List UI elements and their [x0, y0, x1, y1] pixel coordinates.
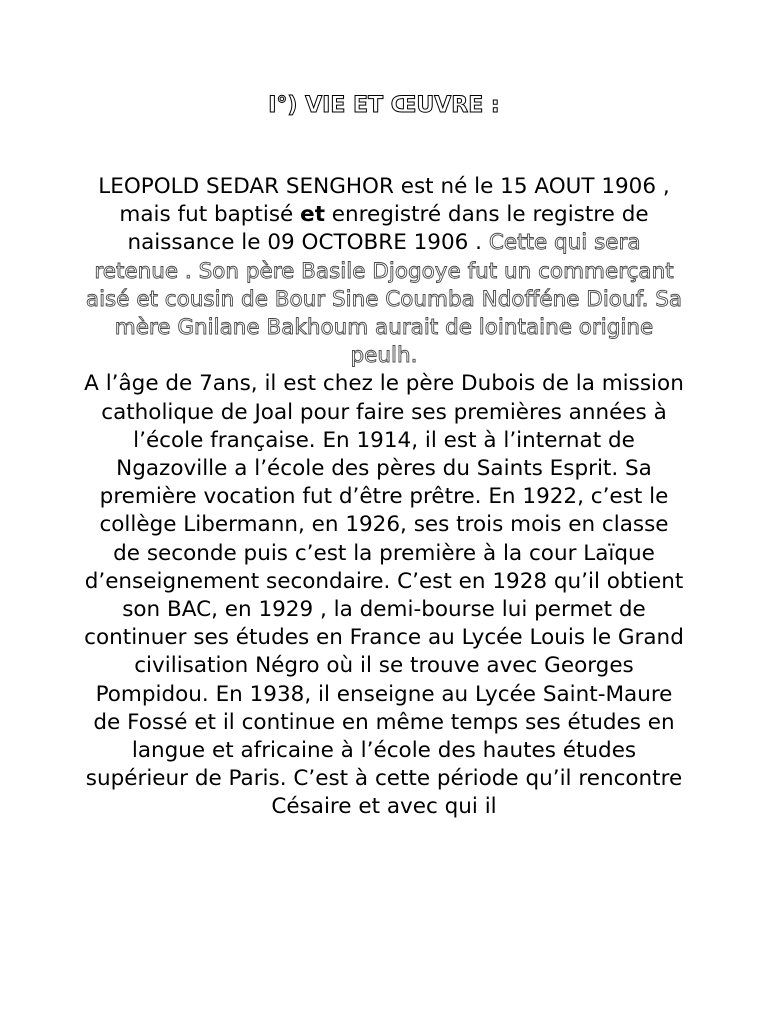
paragraph-education: A l’âge de 7ans, il est chez le père Dubois de la mission catholique de Joal pour faire ses premières années à l’école française. En 1914, il est à l’internat de Ngazoville a l’école des pères du Saints Esprit. Sa première vocation fut d’être prêtre. En 1922, c’est le collège Libermann, en 1926, ses trois mois en classe de seconde puis c’est la première à la cour Laïque d’enseignement secondaire. C’est en 1928 qu’il obtient son BAC, en 1929 , la demi-bourse lui permet de continuer ses études en France au Lycée Louis le Grand civilisation Négro où il se trouve avec Georges Pompidou. En 1938, il enseigne au Lycée Saint-Maure de Fossé et il continue en même temps ses études en langue et africaine à l’école des hautes études supérieur de Paris. C’est à cette période qu’il rencontre Césaire et avec qui il: [84, 371, 684, 820]
outlined-text: Cette qui sera retenue . Son père Basile Djogoye fut un commerçant aisé et cousin de Bour Sine Coumba Ndofféne Diouf. Sa mère Gnilane Bakhoum aurait de lointaine origine peulh.: [85, 230, 683, 369]
section-heading: I°) VIE ET ŒUVRE :: [268, 93, 500, 118]
birth-text-start: LEOPOLD SEDAR SENGHOR est né le 15 AOUT 1906 , mais fut baptisé: [98, 174, 670, 228]
birth-text-end: enregistré dans le registre de naissance le 09 OCTOBRE 1906 .: [127, 202, 649, 256]
body-text: [84, 173, 684, 822]
paragraph-birth: [84, 173, 684, 370]
bold-word: et: [300, 202, 325, 228]
